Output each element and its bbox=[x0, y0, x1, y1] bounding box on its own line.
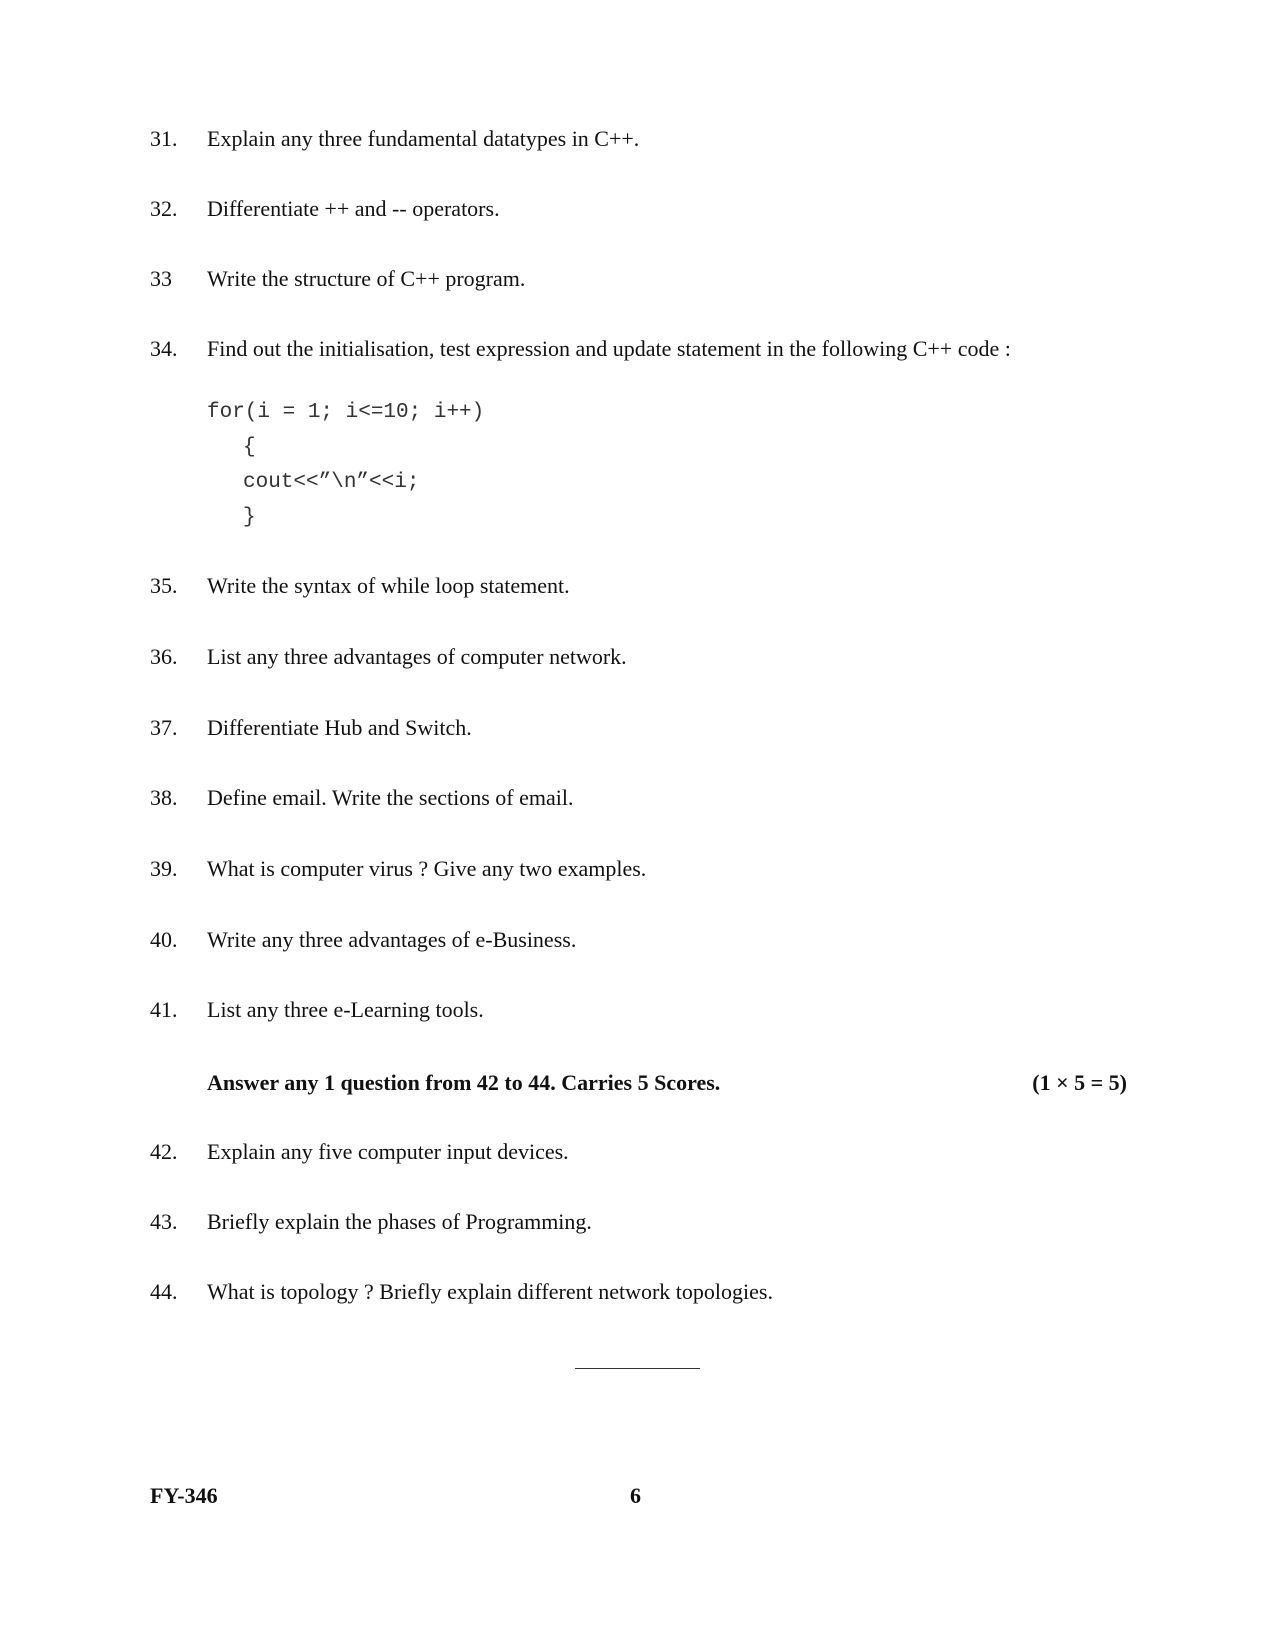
question-text: What is topology ? Briefly explain different network topologies. bbox=[207, 1279, 773, 1304]
question-text: Write any three advantages of e-Business. bbox=[207, 927, 577, 952]
paper-code: FY-346 bbox=[150, 1483, 218, 1508]
end-rule bbox=[575, 1368, 700, 1369]
question-number: 44. bbox=[150, 1279, 178, 1304]
code-line-for: for(i = 1; i<=10; i++) bbox=[207, 401, 485, 424]
code-line-cout: cout<<”\n”<<i; bbox=[243, 471, 420, 494]
question-number: 40. bbox=[150, 927, 178, 952]
question-text: Write the syntax of while loop statement. bbox=[207, 573, 570, 598]
question-text: Explain any five computer input devices. bbox=[207, 1139, 569, 1164]
instruction-text: Answer any 1 question from 42 to 44. Carries 5 Scores. bbox=[207, 1070, 721, 1095]
question-number: 37. bbox=[150, 715, 178, 740]
question-text: Briefly explain the phases of Programming. bbox=[207, 1209, 592, 1234]
section-instruction bbox=[207, 1067, 1127, 1099]
question-text: Differentiate Hub and Switch. bbox=[207, 715, 472, 740]
code-line-open-brace: { bbox=[243, 436, 256, 459]
question-text: Differentiate ++ and -- operators. bbox=[207, 196, 500, 221]
question-number: 33 bbox=[150, 266, 172, 291]
question-text: Find out the initialisation, test expression and update statement in the following C++ code : bbox=[207, 336, 1011, 361]
question-number: 31. bbox=[150, 126, 178, 151]
question-number: 43. bbox=[150, 1209, 178, 1234]
question-number: 34. bbox=[150, 336, 178, 361]
code-line-close-brace: } bbox=[243, 506, 256, 529]
question-text: List any three advantages of computer network. bbox=[207, 644, 627, 669]
question-number: 39. bbox=[150, 856, 178, 881]
section-marks: (1 × 5 = 5) bbox=[1032, 1070, 1127, 1095]
question-text: List any three e-Learning tools. bbox=[207, 997, 484, 1022]
question-text: Write the structure of C++ program. bbox=[207, 266, 526, 291]
question-number: 42. bbox=[150, 1139, 178, 1164]
question-number: 35. bbox=[150, 573, 178, 598]
question-text: What is computer virus ? Give any two examples. bbox=[207, 856, 647, 881]
question-number: 38. bbox=[150, 785, 178, 810]
question-number: 36. bbox=[150, 644, 178, 669]
question-text: Explain any three fundamental datatypes in C++. bbox=[207, 126, 640, 151]
question-text: Define email. Write the sections of email. bbox=[207, 785, 574, 810]
question-number: 32. bbox=[150, 196, 178, 221]
page-number: 6 bbox=[630, 1483, 641, 1508]
question-number: 41. bbox=[150, 997, 178, 1022]
